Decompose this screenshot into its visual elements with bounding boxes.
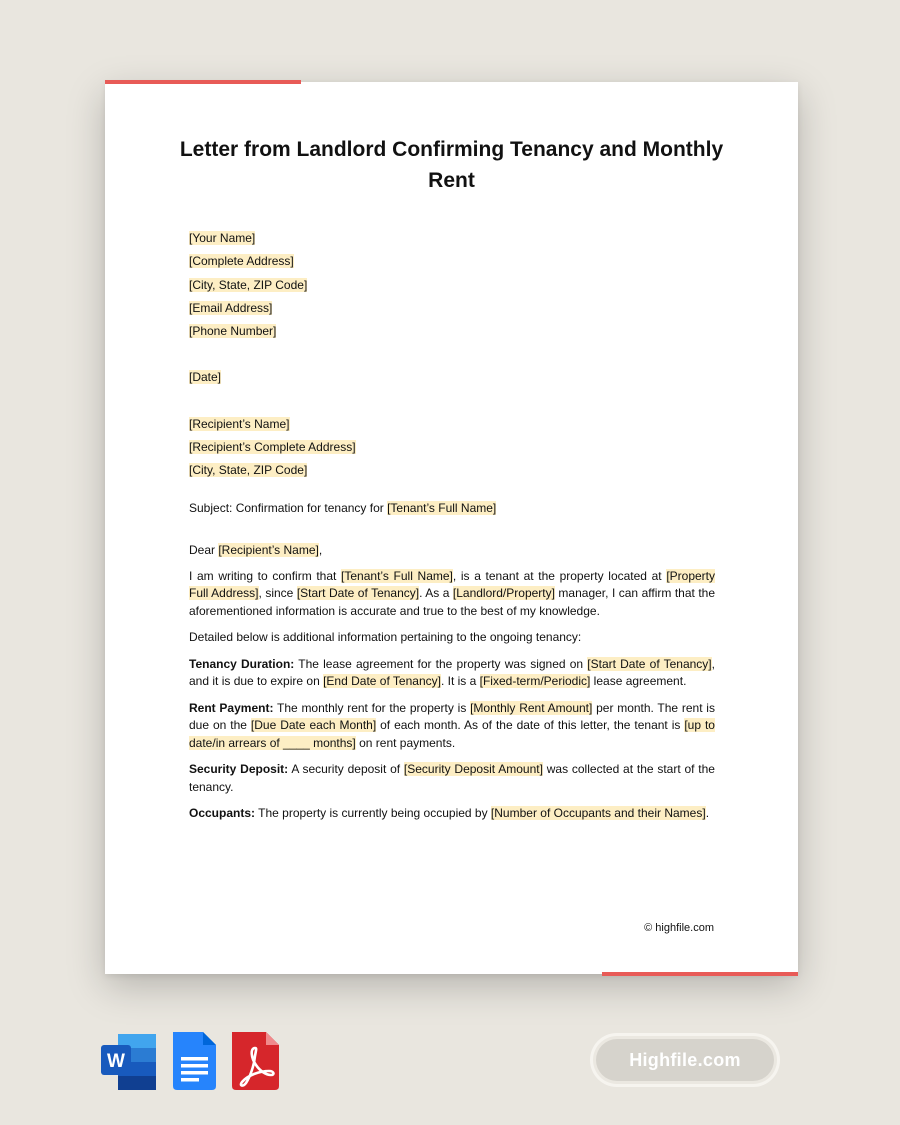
sender-name: [Your Name] [189, 231, 256, 245]
subject-tenant-name: [Tenant’s Full Name] [387, 500, 497, 515]
pdf-icon[interactable] [232, 1032, 279, 1090]
paragraph-text: of each month. As of the date of this letter, the tenant is [376, 718, 685, 733]
word-icon[interactable] [101, 1034, 156, 1090]
placeholder-field: [Property Full Address] [189, 568, 715, 601]
recipient-city: [City, State, ZIP Code] [189, 463, 308, 478]
placeholder-field: [Due Date each Month] [250, 718, 377, 733]
paragraph-label: Occupants: [189, 806, 256, 821]
paragraph-label: Security Deposit: [189, 762, 289, 777]
placeholder-field: [Tenant’s Full Name] [341, 568, 453, 583]
letter-date: [Date] [189, 370, 222, 385]
sender-address: [Complete Address] [189, 254, 294, 269]
letter-paragraph [189, 761, 715, 796]
letter-paragraph [189, 568, 715, 621]
paragraph-text: was collected at the start of the tenancy. [189, 762, 715, 794]
paragraph-label: Rent Payment: [189, 700, 274, 715]
placeholder-field: [Fixed-term/Periodic] [479, 674, 591, 689]
placeholder-field: [Security Deposit Amount] [403, 762, 543, 777]
placeholder-field: [End Date of Tenancy] [323, 674, 441, 689]
word-letter: W [107, 1051, 125, 1072]
paragraph-text: , since [258, 586, 297, 601]
paragraph-text: Detailed below is additional information pertaining to the ongoing tenancy: [189, 630, 582, 645]
placeholder-field: [Monthly Rent Amount] [470, 700, 593, 715]
sender-city: [City, State, ZIP Code] [189, 277, 308, 292]
letter-paragraphs [189, 568, 715, 823]
letter-paragraph [189, 700, 715, 753]
bottom-accent-bar [602, 972, 798, 976]
placeholder-field: [up to date/in arrears of ____ months] [189, 718, 715, 750]
paragraph-text: , is a tenant at the property located at [452, 568, 667, 583]
sender-block [189, 227, 715, 343]
letter-paragraph [189, 629, 715, 647]
subject-line: Subject: Confirmation for tenancy for [Tenant’s Full Name] [189, 500, 497, 515]
paragraph-text: lease agreement. [590, 674, 687, 689]
copyright-credit: © highfile.com [644, 922, 714, 934]
sender-email: [Email Address] [189, 300, 273, 315]
document-page [105, 82, 798, 974]
recipient-name: [Recipient’s Name] [189, 416, 290, 431]
paragraph-text: per month. The rent is due on the [189, 700, 715, 733]
format-icons [100, 1030, 300, 1092]
letter-paragraph [189, 656, 715, 691]
document-title: Letter from Landlord Confirming Tenancy and Monthly Rent [179, 138, 724, 192]
paragraph-text: The property is currently being occupied by [255, 806, 491, 821]
date-block [189, 366, 715, 389]
paragraph-text: manager, I can affirm that the aforementioned information is accurate and true to the best of my knowledge. [189, 586, 716, 618]
paragraph-text: The monthly rent for the property is [273, 700, 471, 715]
paragraph-text: The lease agreement for the property was signed on [294, 656, 588, 671]
paragraph-text: A security deposit of [288, 762, 404, 777]
highfile-badge[interactable] [590, 1033, 780, 1087]
paragraph-text: on rent payments. [355, 735, 456, 750]
top-accent-bar [105, 80, 301, 84]
recipient-block [189, 413, 715, 483]
paragraph-text: . As a [419, 586, 453, 601]
letter-paragraph [189, 805, 715, 823]
paragraph-text: I am writing to confirm that [189, 568, 342, 583]
highfile-badge-label: Highfile.com [596, 1039, 774, 1081]
placeholder-field: [Start Date of Tenancy] [587, 656, 712, 671]
paragraph-text: , and it is due to expire on [189, 656, 715, 689]
paragraph-text: . It is a [440, 674, 480, 689]
recipient-address: [Recipient’s Complete Address] [189, 440, 356, 455]
salutation-recipient: [Recipient’s Name] [218, 542, 319, 557]
salutation: Dear [Recipient’s Name], [189, 542, 323, 557]
placeholder-field: [Start Date of Tenancy] [296, 586, 420, 601]
paragraph-text: . [705, 806, 710, 821]
placeholder-field: [Landlord/Property] [452, 586, 555, 601]
format-icons-svg [100, 1030, 300, 1092]
placeholder-field: [Number of Occupants and their Names] [490, 806, 706, 821]
google-docs-icon[interactable] [173, 1032, 216, 1090]
letter-body [189, 227, 715, 823]
sender-phone: [Phone Number] [189, 324, 277, 339]
paragraph-label: Tenancy Duration: [189, 656, 295, 671]
